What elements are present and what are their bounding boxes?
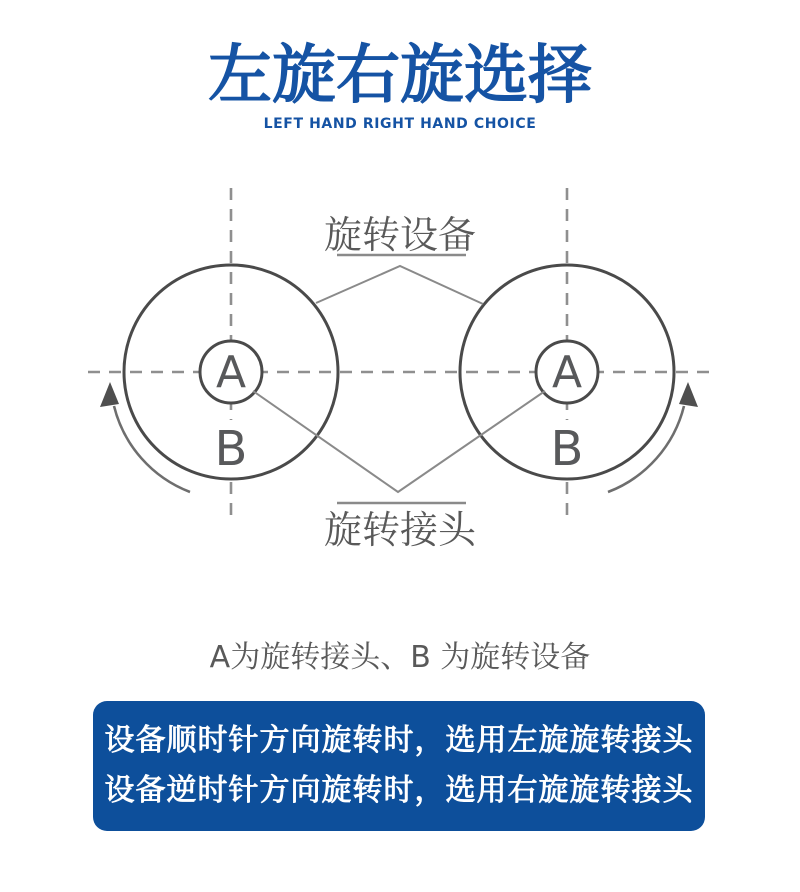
- rule-counterclockwise: 设备逆时针方向旋转时，选用右旋旋转接头: [104, 773, 694, 808]
- header: [0, 40, 800, 132]
- counterclockwise-arrowhead-icon: [679, 382, 698, 407]
- top-label: 旋转设备: [323, 213, 477, 257]
- left-joint-label-a: A: [215, 347, 247, 398]
- right-joint-label-a: A: [551, 347, 583, 398]
- clockwise-rotation-arc: [114, 406, 190, 492]
- bottom-label-leader-lines: [253, 391, 545, 492]
- rotation-diagram-svg: [0, 180, 800, 600]
- rule-clockwise: 设备顺时针方向旋转时，选用左旋旋转接头: [104, 723, 694, 758]
- right-wheel-label-b: B: [550, 421, 584, 477]
- legend-caption: A为旋转接头、B 为旋转设备: [209, 640, 591, 675]
- left-wheel-label-b: B: [214, 421, 248, 477]
- selection-rule-box: [93, 701, 705, 831]
- counterclockwise-rotation-arc: [608, 406, 684, 492]
- clockwise-arrowhead-icon: [100, 382, 119, 407]
- top-label-leader-lines: [316, 266, 483, 304]
- bottom-label: 旋转接头: [323, 508, 477, 552]
- page-subtitle: LEFT HAND RIGHT HAND CHOICE: [263, 116, 537, 132]
- rotation-diagram: [0, 180, 800, 600]
- page-title: 左旋右旋选择: [208, 39, 592, 113]
